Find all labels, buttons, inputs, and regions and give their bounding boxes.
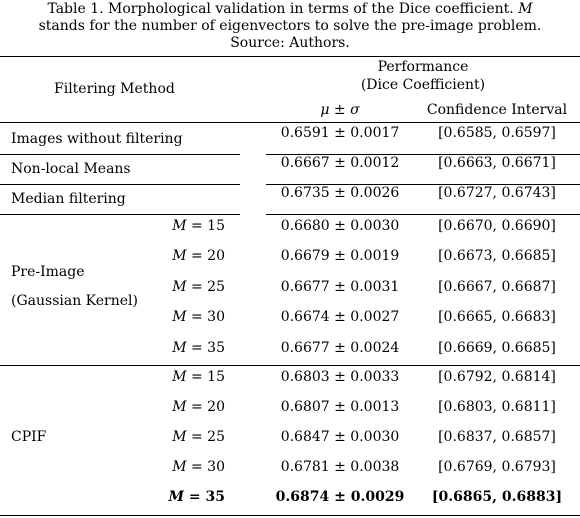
header-confidence-interval: Confidence Interval bbox=[426, 102, 568, 118]
cpif-confidence-interval: [0.6769, 0.6793] bbox=[438, 459, 556, 475]
preimage-confidence-interval: [0.6667, 0.6687] bbox=[438, 279, 556, 295]
cpif-mean-std: 0.6847 ± 0.0030 bbox=[280, 429, 400, 445]
caption-line-2: stands for the number of eigenvectors to solve the pre-image problem. bbox=[38, 18, 542, 34]
cpif-mean-std: 0.6803 ± 0.0033 bbox=[280, 369, 400, 385]
preimage-label: Pre-Image bbox=[11, 264, 85, 280]
row-method: Images without filtering bbox=[11, 131, 183, 147]
preimage-mean-std: 0.6680 ± 0.0030 bbox=[280, 218, 400, 234]
group-rule bbox=[0, 365, 580, 366]
top-rule bbox=[0, 56, 580, 57]
m-value: M = 30 bbox=[172, 459, 225, 475]
preimage-confidence-interval: [0.6673, 0.6685] bbox=[438, 248, 556, 264]
cpif-label: CPIF bbox=[11, 429, 47, 445]
cpif-confidence-interval: [0.6865, 0.6883] bbox=[431, 489, 563, 505]
m-value: M = 20 bbox=[172, 399, 225, 415]
caption-line-1: Table 1. Morphological validation in terms of the Dice coefficient. M bbox=[47, 1, 533, 17]
header-mean-std: μ ± σ bbox=[320, 102, 360, 118]
bottom-rule bbox=[0, 515, 580, 516]
m-value: M = 20 bbox=[172, 248, 225, 264]
caption-variable: M bbox=[518, 1, 533, 17]
header-performance: Performance bbox=[377, 59, 469, 75]
m-value: M = 15 bbox=[172, 218, 225, 234]
preimage-mean-std: 0.6674 ± 0.0027 bbox=[280, 309, 400, 325]
m-value: M = 25 bbox=[172, 279, 225, 295]
row-confidence-interval: [0.6727, 0.6743] bbox=[438, 185, 556, 201]
m-value: M = 35 bbox=[168, 489, 225, 505]
cpif-mean-std: 0.6807 ± 0.0013 bbox=[280, 399, 400, 415]
header-rule bbox=[0, 122, 580, 123]
caption-line-3: Source: Authors. bbox=[230, 35, 350, 51]
row-confidence-interval: [0.6585, 0.6597] bbox=[438, 125, 556, 141]
row-rule-left bbox=[0, 184, 240, 185]
preimage-sublabel: (Gaussian Kernel) bbox=[11, 293, 138, 309]
header-filtering-method: Filtering Method bbox=[54, 81, 175, 97]
preimage-confidence-interval: [0.6669, 0.6685] bbox=[438, 340, 556, 356]
header-dice: (Dice Coefficient) bbox=[360, 77, 486, 93]
preimage-mean-std: 0.6679 ± 0.0019 bbox=[280, 248, 400, 264]
cpif-mean-std: 0.6874 ± 0.0029 bbox=[275, 489, 405, 505]
preimage-confidence-interval: [0.6665, 0.6683] bbox=[438, 309, 556, 325]
row-rule-left bbox=[0, 214, 240, 215]
row-method: Median filtering bbox=[11, 191, 126, 207]
preimage-mean-std: 0.6677 ± 0.0024 bbox=[280, 340, 400, 356]
preimage-confidence-interval: [0.6670, 0.6690] bbox=[438, 218, 556, 234]
cpif-confidence-interval: [0.6803, 0.6811] bbox=[438, 399, 556, 415]
m-value: M = 25 bbox=[172, 429, 225, 445]
cpif-mean-std: 0.6781 ± 0.0038 bbox=[280, 459, 400, 475]
m-value: M = 30 bbox=[172, 309, 225, 325]
cpif-confidence-interval: [0.6792, 0.6814] bbox=[438, 369, 556, 385]
row-confidence-interval: [0.6663, 0.6671] bbox=[438, 155, 556, 171]
row-rule-left bbox=[0, 154, 240, 155]
table-caption bbox=[0, 0, 580, 52]
cpif-confidence-interval: [0.6837, 0.6857] bbox=[438, 429, 556, 445]
preimage-mean-std: 0.6677 ± 0.0031 bbox=[280, 279, 400, 295]
m-value: M = 15 bbox=[172, 369, 225, 385]
row-mean-std: 0.6735 ± 0.0026 bbox=[280, 185, 400, 201]
row-mean-std: 0.6667 ± 0.0012 bbox=[280, 155, 400, 171]
row-method: Non-local Means bbox=[11, 161, 131, 177]
m-value: M = 35 bbox=[172, 340, 225, 356]
row-rule-right bbox=[266, 214, 580, 215]
row-mean-std: 0.6591 ± 0.0017 bbox=[280, 125, 400, 141]
